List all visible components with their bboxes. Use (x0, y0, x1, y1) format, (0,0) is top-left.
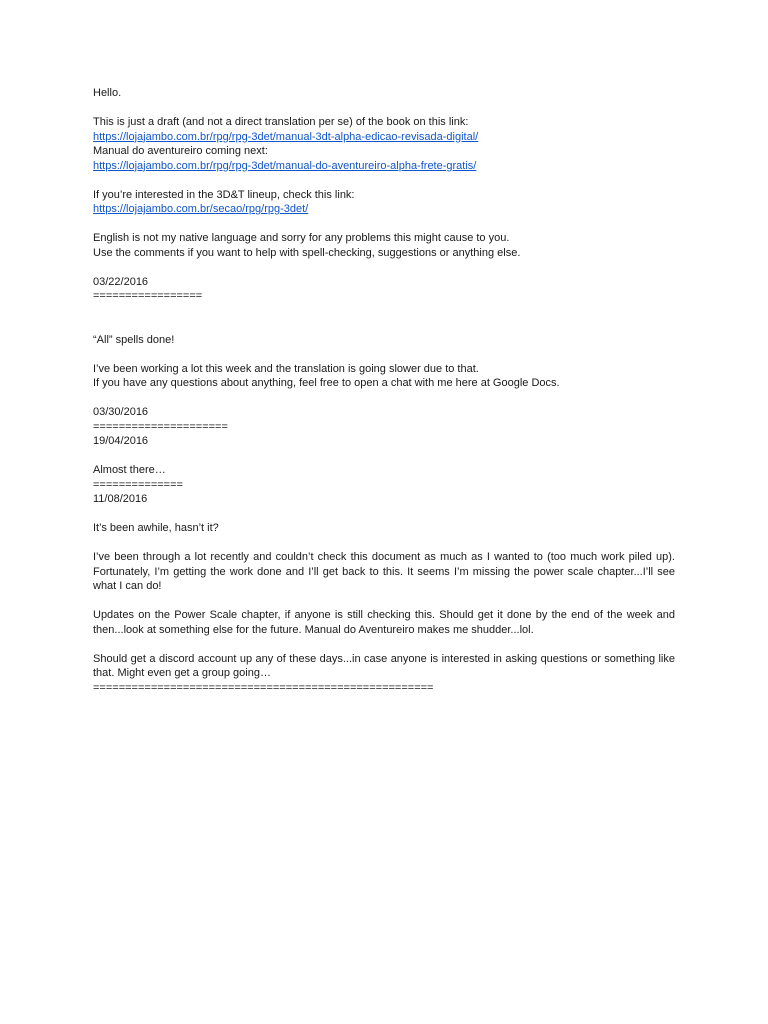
spacer (93, 217, 675, 232)
spacer (93, 391, 675, 406)
spacer (93, 594, 675, 609)
spacer (93, 536, 675, 551)
awhile-note: It’s been awhile, hasn’t it? (93, 522, 219, 534)
spells-note: “All” spells done! (93, 333, 175, 346)
link-manual-aventureiro[interactable]: https://lojajambo.com.br/rpg/rpg-3det/manual-do-aventureiro-alpha-frete-gratis/ (93, 159, 477, 172)
spacer (93, 173, 675, 188)
date-entry: 19/04/2016 (93, 435, 149, 447)
spacer (93, 347, 675, 362)
paragraph: Updates on the Power Scale chapter, if anyone is still checking this. Should get it done by the end of the week and then...look at something else for the future. Manual do Aventureiro makes me shudder...lol. (93, 609, 675, 636)
separator: ===================================================== (93, 681, 434, 694)
spacer (93, 304, 675, 319)
link-manual-3dt[interactable]: https://lojajambo.com.br/rpg/rpg-3det/manual-3dt-alpha-edicao-revisada-digital/ (93, 130, 479, 143)
document-body (93, 86, 675, 695)
working-note: I’ve been working a lot this week and the translation is going slower due to that. (93, 362, 479, 375)
spacer (93, 449, 675, 464)
comments-note: Use the comments if you want to help with spell-checking, suggestions or anything else. (93, 246, 521, 259)
lineup-text: If you’re interested in the 3D&T lineup, check this link: (93, 188, 355, 201)
intro-text: This is just a draft (and not a direct translation per se) of the book on this link: (93, 116, 469, 128)
link-3det-lineup[interactable]: https://lojajambo.com.br/secao/rpg/rpg-3det/ (93, 203, 309, 215)
date-entry: 03/22/2016 (93, 275, 149, 288)
next-label: Manual do aventureiro coming next: (93, 145, 268, 157)
spacer (93, 101, 675, 116)
paragraph: I’ve been through a lot recently and couldn’t check this document as much as I wanted to (too much work piled up). Fortunately, I’m getting the work done and I’ll get back to this. It seems I’m missing the power scale chapter...I’ll see what I can do! (93, 551, 675, 592)
separator: ================= (93, 290, 203, 302)
date-entry: 11/08/2016 (93, 493, 148, 505)
spacer (93, 318, 675, 333)
separator: ============== (93, 478, 183, 491)
questions-note: If you have any questions about anything, feel free to open a chat with me here at Google Docs. (93, 377, 560, 389)
spacer (93, 637, 675, 652)
date-entry: 03/30/2016 (93, 406, 149, 418)
spacer (93, 260, 675, 275)
almost-note: Almost there… (93, 464, 166, 476)
separator: ===================== (93, 420, 228, 433)
paragraph: Should get a discord account up any of these days...in case anyone is interested in asking questions or something like that. Might even get a group going… (93, 652, 675, 679)
spacer (93, 507, 675, 522)
language-note: English is not my native language and sorry for any problems this might cause to you. (93, 232, 510, 244)
greeting: Hello. (93, 87, 122, 99)
